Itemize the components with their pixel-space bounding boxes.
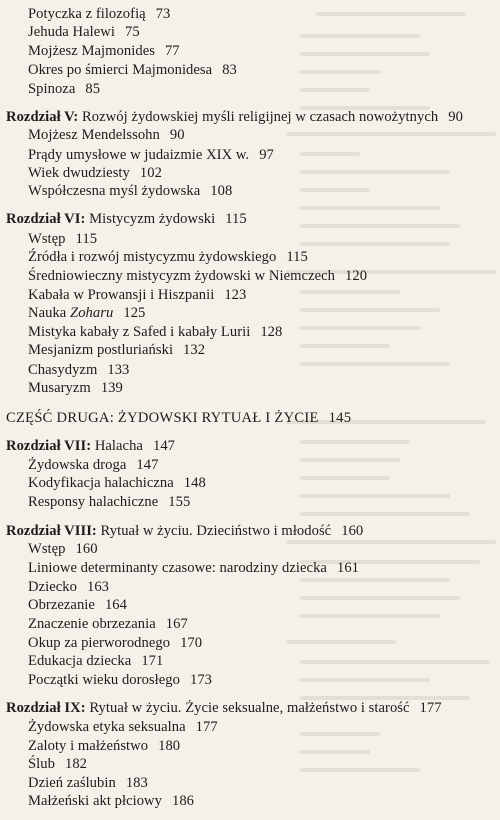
entry-title: Responsy halachiczne — [28, 494, 159, 511]
entry-title: Musaryzm — [28, 380, 91, 397]
toc-entry — [28, 615, 188, 633]
entry-title: Mojżesz Majmonides — [28, 42, 155, 59]
page-number: 160 — [341, 522, 364, 539]
page-number: 180 — [158, 737, 181, 754]
toc-entry — [28, 248, 308, 266]
page-number: 163 — [86, 578, 110, 595]
toc-entry — [28, 230, 97, 248]
toc-entry — [28, 774, 148, 792]
page-number: 128 — [260, 323, 283, 340]
page-number: 73 — [155, 5, 171, 22]
page-number: 177 — [419, 699, 442, 716]
chapter-label: Rozdział IX: — [6, 699, 86, 716]
page-number: 132 — [183, 342, 206, 359]
toc-entry — [28, 267, 367, 285]
toc-entry — [28, 596, 127, 614]
entry-title: Okres po śmierci Majmonidesa — [28, 62, 213, 79]
page-number: 123 — [224, 287, 247, 303]
entry-title: Kodyfikacja halachiczna — [28, 475, 174, 492]
page-number: 171 — [141, 653, 164, 670]
chapter-label: Rozdział VI: — [6, 211, 86, 228]
page-number: 90 — [169, 127, 185, 144]
page-number: 115 — [225, 211, 247, 228]
toc-entry — [28, 286, 246, 304]
page-number: 85 — [85, 80, 101, 97]
entry-title: Liniowe determinanty czasowe: narodziny dziecka — [28, 560, 327, 577]
page-number: 183 — [125, 774, 148, 791]
page-number: 83 — [222, 62, 237, 79]
toc-entry — [28, 718, 218, 736]
toc-entry — [28, 361, 129, 379]
page-number: 177 — [195, 719, 218, 736]
page-number: 125 — [123, 305, 146, 322]
chapter-heading — [6, 522, 363, 540]
entry-title: Potyczka z filozofią — [28, 5, 146, 22]
page-number: 147 — [152, 438, 176, 455]
chapter-label: Rozdział VIII: — [6, 522, 97, 539]
chapter-heading — [6, 108, 463, 126]
toc-entry — [28, 323, 282, 341]
page-number: 164 — [104, 597, 127, 614]
page-number: 145 — [328, 410, 352, 427]
toc-entry — [28, 80, 100, 98]
page-number: 161 — [336, 560, 360, 577]
entry-title: Kabała w Prowansji i Hiszpanii — [28, 287, 215, 303]
chapter-title: Rytuał w życiu. Życie seksualne, małżeństwo i starość — [89, 699, 410, 716]
toc-entry — [28, 474, 206, 492]
toc-entry — [28, 42, 180, 60]
page-number: 170 — [180, 635, 203, 651]
toc-entry — [28, 304, 145, 322]
page-number: 90 — [448, 108, 463, 125]
page-number: 139 — [100, 380, 123, 397]
chapter-heading — [6, 699, 442, 717]
page-number: 186 — [171, 793, 195, 809]
part-heading — [6, 409, 351, 427]
entry-title: Średniowieczny mistycyzm żydowski w Niemczech — [28, 267, 336, 284]
toc-entry — [28, 755, 87, 773]
toc-entry — [28, 737, 180, 755]
chapter-label: Rozdział VII: — [6, 438, 92, 455]
entry-title: Żydowska droga — [28, 456, 127, 473]
toc-entry — [28, 61, 237, 79]
page-number: 108 — [210, 183, 233, 200]
entry-title: Okup za pierworodnego — [28, 635, 171, 651]
chapter-title: Rozwój żydowskiej myśli religijnej w czasach nowożytnych — [82, 108, 439, 125]
entry-title: Mistyka kabały z Safed i kabały Lurii — [28, 323, 251, 340]
toc-entry — [28, 792, 194, 810]
toc-entry — [28, 23, 140, 41]
entry-title: Małżeński akt płciowy — [28, 793, 162, 809]
entry-title-italic: Zoharu — [70, 305, 114, 322]
entry-title: Chasydyzm — [28, 361, 98, 378]
page-number: 160 — [75, 541, 98, 557]
page-number: 155 — [168, 494, 191, 511]
toc-entry — [28, 341, 205, 359]
chapter-heading — [6, 437, 175, 455]
entry-title: Mojżesz Mendelssohn — [28, 127, 160, 144]
chapter-title: Rytuał w życiu. Dzieciństwo i młodość — [100, 522, 332, 539]
entry-title: Wiek dwudziesty — [28, 164, 130, 181]
entry-title: Żydowska etyka seksualna — [28, 719, 186, 736]
toc-entry — [28, 634, 202, 652]
page-number: 77 — [164, 42, 180, 59]
entry-title: Obrzezanie — [28, 597, 95, 614]
toc-entry — [28, 182, 232, 200]
page-number: 97 — [259, 146, 274, 163]
page-number: 167 — [165, 615, 188, 632]
page-number: 115 — [286, 249, 308, 266]
page-number: 102 — [139, 164, 162, 181]
chapter-title: Mistycyzm żydowski — [89, 211, 216, 228]
entry-title: Ślub — [28, 756, 55, 773]
entry-title: Edukacja dziecka — [28, 653, 132, 670]
entry-title: Dziecko — [28, 578, 77, 595]
toc-entry — [28, 5, 170, 23]
toc-entry — [28, 379, 123, 397]
toc-entry — [28, 146, 274, 164]
entry-title: Początki wieku dorosłego — [28, 671, 180, 688]
entry-title: Źródła i rozwój mistycyzmu żydowskiego — [28, 249, 277, 266]
toc-entry — [28, 578, 109, 596]
page-number: 75 — [124, 24, 140, 41]
toc-entry — [28, 671, 212, 689]
entry-title: Zaloty i małżeństwo — [28, 737, 149, 754]
toc-entry — [28, 164, 162, 182]
toc-entry — [28, 559, 359, 577]
entry-title: Wstęp — [28, 541, 66, 557]
part-title: CZĘŚĆ DRUGA: ŻYDOWSKI RYTUAŁ I ŻYCIE — [6, 410, 319, 427]
entry-title: Jehuda Halewi — [28, 24, 115, 41]
page-number: 115 — [75, 230, 98, 247]
page-number: 133 — [107, 361, 130, 378]
page-number: 120 — [345, 267, 368, 284]
page-number: 148 — [183, 475, 206, 492]
toc-entry — [28, 126, 185, 144]
chapter-title: Halacha — [94, 438, 143, 455]
page-number: 147 — [136, 456, 159, 473]
entry-title: Znaczenie obrzezania — [28, 615, 156, 632]
toc-entry — [28, 493, 190, 511]
toc-entry — [28, 652, 163, 670]
chapter-label: Rozdział V: — [6, 108, 79, 125]
entry-title: Prądy umysłowe w judaizmie XIX w. — [28, 146, 250, 163]
toc-entry — [28, 456, 158, 474]
entry-title: Nauka — [28, 305, 71, 322]
entry-title: Dzień zaślubin — [28, 774, 116, 791]
entry-title: Spinoza — [28, 80, 76, 97]
entry-title: Współczesna myśl żydowska — [28, 183, 201, 200]
toc-entry — [28, 540, 98, 558]
entry-title: Mesjanizm postluriański — [28, 342, 174, 359]
page-number: 182 — [64, 756, 88, 773]
page-number: 173 — [189, 671, 213, 688]
entry-title: Wstęp — [28, 230, 66, 247]
chapter-heading — [6, 210, 247, 228]
